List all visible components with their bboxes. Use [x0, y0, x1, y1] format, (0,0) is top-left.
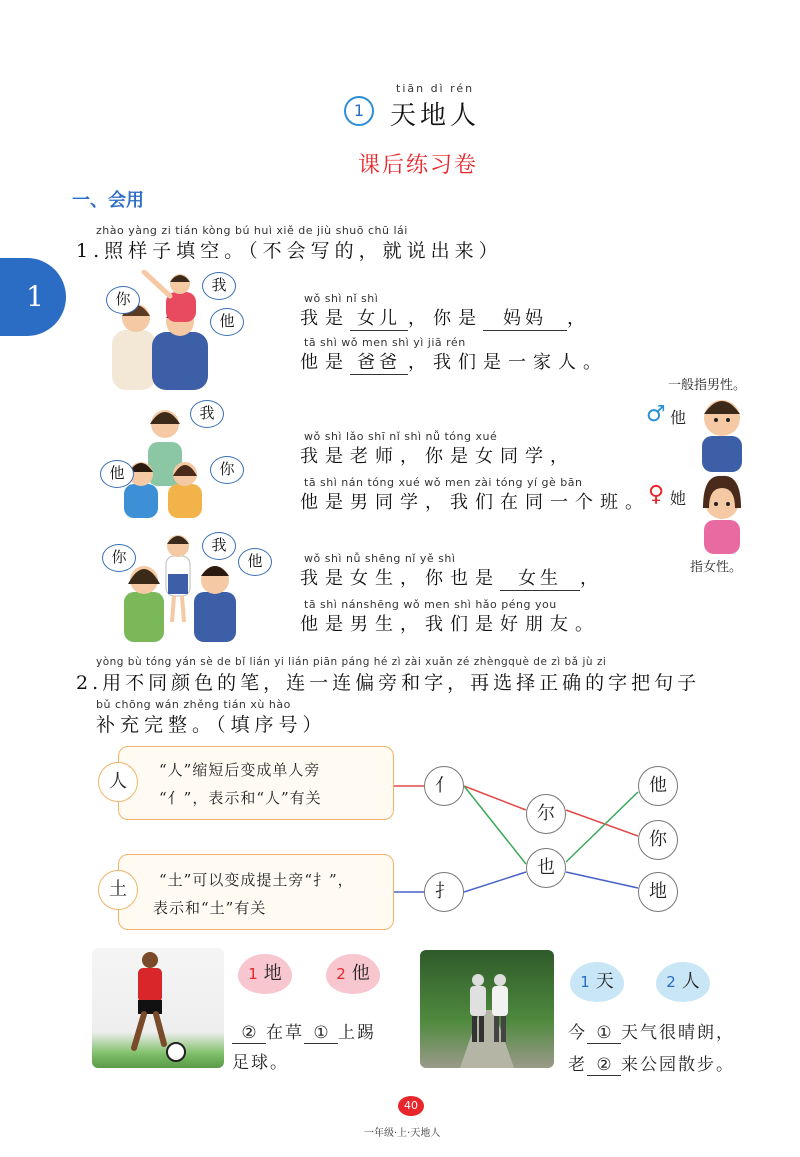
option-right-2-num: 2	[666, 973, 676, 991]
g3-line2: 他是男生，我们是好朋友。	[300, 614, 600, 635]
answer-daughter: 女儿	[350, 304, 408, 331]
line-tu-ye	[464, 872, 526, 892]
card1-line2: “亻”，表示和“人”有关	[159, 789, 322, 807]
option-right-1-char: 天	[595, 971, 614, 992]
bubble-him-1: 他	[210, 308, 244, 336]
answer-girl: 女生	[500, 564, 580, 591]
g2-line1-pinyin: wǒ shì lǎo shī nǐ shì nǚ tóng xué	[304, 430, 498, 443]
female-char: 她	[670, 489, 687, 508]
q2-text1: 2.用不同颜色的笔，连一连偏旁和字，再选择正确的字把句子	[76, 672, 701, 694]
page-subtitle: 课后练习卷	[358, 153, 479, 178]
radical-card-tu	[118, 854, 394, 930]
g2-line2-pinyin: tā shì nán tóng xué wǒ men zài tóng yí gè bān	[304, 476, 583, 489]
g1-line1-a: 我是	[300, 308, 350, 329]
footer-caption: 一年级·上·天地人	[364, 1128, 441, 1139]
bubble-me-3: 我	[202, 532, 236, 560]
female-note: 指女性。	[690, 560, 743, 575]
g2-line1: 我是老师，你是女同学，	[300, 446, 575, 467]
bubble-you-1: 你	[106, 286, 140, 314]
q2-text2: 补充完整。（填序号）	[96, 714, 327, 736]
option-right-2-char: 人	[681, 971, 700, 992]
female-symbol-icon: ♀	[648, 482, 665, 507]
line-ye-ta	[566, 792, 638, 862]
answer-father: 爸爸	[350, 348, 408, 375]
q1-pinyin: zhào yàng zi tián kòng bú huì xiě de jiù shuō chū lái	[96, 224, 408, 237]
g2-line2: 他是男同学，我们在同一个班。	[300, 492, 650, 513]
line-ye-di	[566, 872, 638, 888]
option-left-2-num: 2	[336, 965, 346, 983]
g3-line2-pinyin: tā shì nánshēng wǒ men shì hǎo péng you	[304, 598, 557, 611]
g1-line1-b: ，你是	[408, 308, 483, 329]
option-right-1	[570, 962, 624, 1002]
park-photo	[420, 950, 554, 1068]
title-pinyin: tiān dì rén	[396, 82, 475, 95]
option-left-2	[326, 954, 380, 994]
g1-line1-pinyin: wǒ shì nǐ shì	[304, 292, 379, 305]
page-number-badge	[398, 1096, 424, 1116]
left-answer-2: ①	[304, 1023, 338, 1044]
page-title: 天地人	[390, 101, 481, 131]
char-ta[interactable]: 他	[638, 766, 678, 806]
section-heading: 一、会用	[72, 190, 144, 211]
right-answer-2: ②	[587, 1055, 621, 1076]
right-pre2: 老	[568, 1055, 587, 1075]
g3-line1-a: 我是女生，你也是	[300, 568, 500, 589]
bubble-him-2: 他	[100, 460, 134, 488]
option-left-1-char: 地	[263, 963, 282, 984]
char-ni[interactable]: 你	[638, 820, 678, 860]
g1-line2-pinyin: tā shì wǒ men shì yì jiā rén	[304, 336, 466, 349]
option-left-1	[238, 954, 292, 994]
page-number: 40	[404, 1099, 418, 1112]
left-end: 上踢	[338, 1023, 376, 1043]
g3-line1-pinyin: wǒ shì nǚ shēng nǐ yě shì	[304, 552, 456, 565]
q1-text: 1.照样子填空。（不会写的，就说出来）	[76, 240, 503, 262]
card2-line1: “土”可以变成提土旁“扌”，	[159, 871, 354, 889]
q2-pinyin2: bǔ chōng wán zhěng tián xù hào	[96, 698, 291, 711]
card1-char: 人	[98, 762, 138, 802]
right-sentence-line1	[568, 1018, 735, 1044]
male-note: 一般指男性。	[668, 378, 747, 393]
bubble-me-2: 我	[190, 400, 224, 428]
bubble-him-3: 他	[238, 548, 272, 576]
line-er-ni	[566, 810, 638, 836]
right-pre1: 今	[568, 1023, 587, 1043]
left-sentence-line2: 足球。	[232, 1053, 289, 1073]
q2-pinyin1: yòng bù tóng yán sè de bǐ lián yi lián piān páng hé zì zài xuǎn zé zhèngquè de zì bǎ jù zi	[96, 656, 607, 668]
bubble-me-1: 我	[202, 272, 236, 300]
right-end2: 来公园散步。	[621, 1055, 735, 1075]
left-mid: 在草	[266, 1023, 304, 1043]
card2-char: 土	[98, 870, 138, 910]
soccer-photo	[92, 948, 224, 1068]
option-left-2-char: 他	[351, 963, 370, 984]
g3-line1-b: ，	[580, 568, 605, 589]
card1-line1: “人”缩短后变成单人旁	[159, 761, 321, 779]
char-di[interactable]: 地	[638, 872, 678, 912]
char-ye[interactable]: 也	[526, 848, 566, 888]
radical-ren[interactable]: 亻	[424, 766, 464, 806]
male-char: 他	[670, 408, 687, 427]
option-right-1-num: 1	[580, 973, 590, 991]
g1-line2-a: 他是	[300, 352, 350, 373]
bubble-you-2: 你	[210, 456, 244, 484]
option-right-2	[656, 962, 710, 1002]
right-end1: 天气很晴朗，	[621, 1023, 735, 1043]
radical-tu[interactable]: 扌	[424, 872, 464, 912]
male-symbol-icon: ♂	[646, 402, 666, 427]
left-answer-1: ②	[232, 1023, 266, 1044]
left-sentence-line1	[232, 1018, 376, 1044]
bubble-you-3: 你	[102, 544, 136, 572]
header-number: 1	[353, 101, 365, 120]
g1-line2-b: ，我们是一家人。	[408, 352, 608, 373]
char-er[interactable]: 尔	[526, 794, 566, 834]
answer-mother: 妈妈	[483, 304, 567, 331]
side-tab-number: 1	[26, 280, 44, 313]
option-left-1-num: 1	[248, 965, 258, 983]
card2-line2: 表示和“土”有关	[153, 899, 267, 917]
right-answer-1: ①	[587, 1023, 621, 1044]
g1-line1-c: ，	[567, 308, 592, 329]
right-sentence-line2	[568, 1050, 735, 1076]
radical-card-ren	[118, 746, 394, 820]
